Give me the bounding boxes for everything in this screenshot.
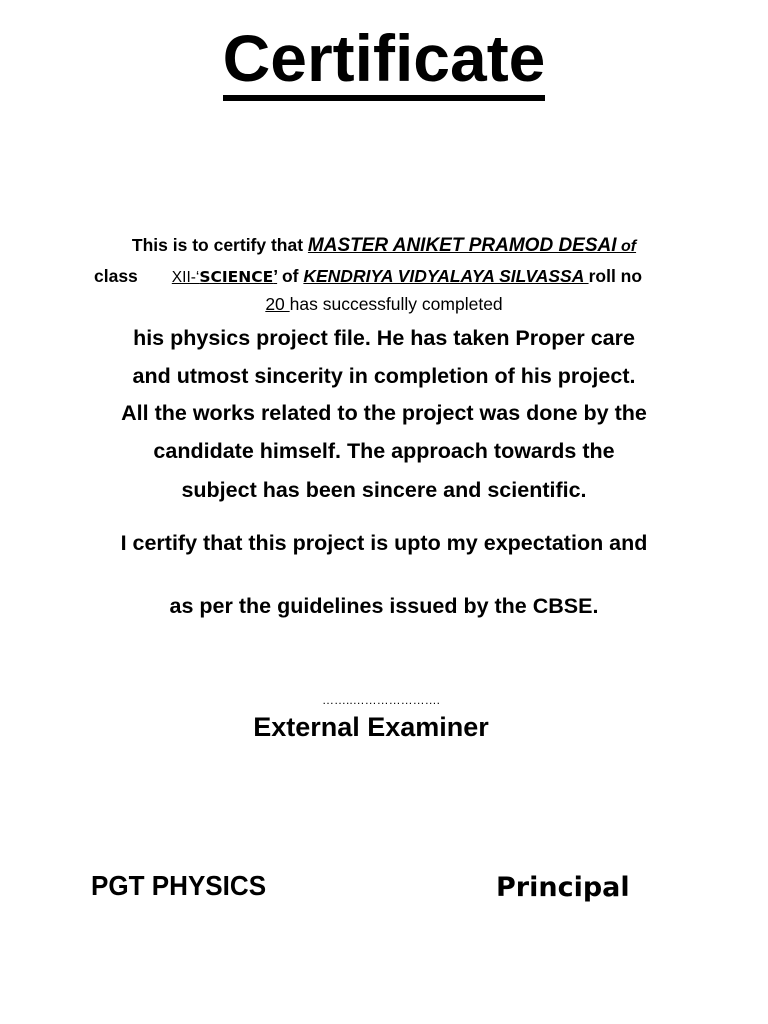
student-name: MASTER ANIKET PRAMOD DESAI	[307, 235, 617, 256]
stream-close: ’	[273, 266, 278, 286]
body-line-2: and utmost sincerity in completion of his project.	[132, 364, 636, 388]
certificate-title	[0, 18, 768, 101]
signature-dots: ……..………………….	[321, 693, 440, 707]
completed-text: has successfully completed	[289, 294, 503, 314]
class-label: class	[94, 266, 138, 286]
body-line-5: subject has been sincere and scientific.	[181, 478, 587, 502]
intro-line-1	[0, 231, 768, 261]
of-label: of	[277, 266, 304, 286]
roll-label: roll no	[588, 266, 643, 286]
intro-prefix: This is to certify that	[131, 235, 308, 255]
stream-value: SCIENCE	[199, 268, 274, 286]
certificate-title-text: Certificate	[223, 21, 546, 101]
intro-line-2	[94, 262, 642, 292]
certify-line-2: as per the guidelines issued by the CBSE.	[169, 594, 599, 618]
certify-line-1: I certify that this project is upto my expectation and	[120, 531, 648, 555]
roll-number: 20	[265, 294, 290, 314]
body-line-4: candidate himself. The approach towards the	[153, 439, 615, 463]
intro-of: of	[616, 238, 637, 255]
pgt-physics-label: PGT PHYSICS	[91, 870, 267, 901]
principal-label: Principal	[496, 872, 630, 903]
intro-line-3	[0, 290, 768, 318]
school-name: KENDRIYA VIDYALAYA SILVASSA	[303, 266, 589, 286]
external-examiner-label: External Examiner	[253, 712, 489, 742]
body-line-1: his physics project file. He has taken Proper care	[133, 326, 635, 350]
class-value: XII-‘	[171, 269, 200, 286]
body-line-3: All the works related to the project was done by the	[121, 401, 647, 425]
